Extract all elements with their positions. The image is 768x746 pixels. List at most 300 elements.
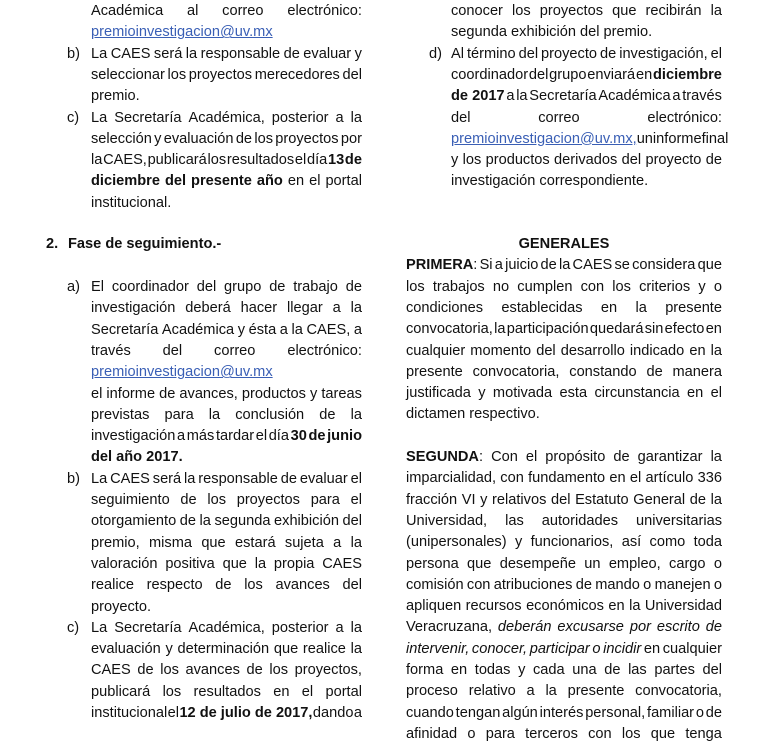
word: término: [466, 45, 516, 62]
word: CAES: [322, 555, 362, 572]
word: correo: [214, 342, 256, 359]
word: previstas: [91, 406, 150, 423]
list-marker: c): [67, 109, 80, 126]
word: el: [309, 173, 321, 190]
word: del: [702, 662, 722, 678]
word: de: [280, 470, 297, 487]
word: portal: [325, 683, 362, 700]
word: la: [350, 619, 362, 636]
section-heading: [406, 234, 722, 255]
word: que: [650, 725, 676, 742]
word: atribuciones: [493, 576, 573, 593]
word: del: [342, 66, 362, 83]
word: Secretaría: [529, 88, 597, 105]
word: las: [505, 512, 524, 529]
word: se: [614, 257, 630, 274]
word: resultados: [226, 152, 295, 169]
word: que: [467, 555, 492, 572]
word: los: [269, 662, 289, 679]
text-line: [406, 511, 722, 532]
word: de: [269, 279, 286, 295]
word: de: [235, 130, 253, 147]
word: seguimiento: [91, 492, 170, 508]
text-line: [91, 469, 362, 490]
text-line: [406, 681, 722, 702]
word: la: [208, 406, 221, 423]
word: cuando: [406, 704, 454, 721]
word: de: [689, 491, 706, 508]
clause-label: SEGUNDA:: [406, 449, 484, 465]
word: proyectos: [539, 3, 604, 19]
word: institucional: [91, 705, 168, 721]
word: personal,: [585, 704, 646, 721]
word: la: [185, 45, 198, 62]
word: Si: [479, 257, 493, 274]
word: segunda: [214, 513, 271, 530]
word: de: [246, 662, 263, 679]
word: la: [350, 641, 362, 658]
word: los: [621, 725, 641, 742]
word: a: [672, 88, 681, 105]
word: presente: [665, 299, 722, 316]
text-line: [406, 404, 722, 425]
word: proyecto.: [91, 598, 152, 615]
word: y: [310, 385, 318, 402]
text-line: [451, 44, 722, 65]
word: artículo: [645, 470, 694, 487]
word: tardar: [215, 428, 255, 445]
word: avances,: [179, 385, 238, 402]
word: investigación: [91, 300, 176, 317]
word: investigación: [91, 428, 176, 445]
word: realice: [302, 641, 346, 658]
word: el: [294, 152, 307, 169]
word: enviará: [587, 66, 636, 83]
word: apliquen: [406, 598, 462, 615]
text-line: [406, 468, 722, 489]
word: CAES: [91, 662, 131, 679]
word: la: [629, 598, 641, 615]
word: CAES: [572, 257, 613, 274]
word: manejen: [654, 576, 711, 593]
word: la: [199, 513, 211, 530]
text-line: [406, 319, 722, 340]
word: del: [196, 279, 217, 295]
word: los: [207, 492, 226, 508]
word: convocatoria,: [406, 321, 493, 338]
word: y: [154, 130, 162, 147]
word: de: [604, 662, 621, 678]
word: criterios: [639, 278, 691, 295]
word: positiva: [165, 555, 215, 572]
word: la: [91, 152, 103, 169]
word: 12 de julio de 2017,: [179, 705, 313, 721]
word: proyecto: [541, 45, 598, 62]
word: el: [629, 470, 642, 487]
word: informe: [106, 385, 156, 402]
word: las: [628, 662, 647, 678]
word: manera: [672, 363, 722, 380]
word: la: [184, 470, 196, 487]
word: garantizar: [637, 449, 703, 465]
email-link[interactable]: premioinvestigacion@uv.mx: [91, 24, 273, 41]
word: a: [279, 321, 288, 338]
word: del año 2017.: [91, 449, 183, 466]
word: y: [698, 278, 706, 295]
word: para: [485, 725, 515, 742]
word: de: [345, 279, 362, 295]
email-line: [91, 22, 277, 43]
word: o: [643, 576, 652, 593]
text-line: [91, 171, 362, 192]
word: de: [308, 428, 326, 445]
word: así: [621, 534, 642, 551]
word: y: [518, 662, 526, 678]
word: del: [518, 45, 539, 62]
word: relativos: [492, 491, 547, 508]
word: Académica: [161, 321, 235, 338]
text-line: [451, 150, 722, 171]
word: del: [342, 513, 362, 530]
word: por: [340, 130, 362, 147]
word: La: [91, 45, 108, 62]
word: proyecto: [645, 152, 702, 169]
text-line: [91, 533, 362, 554]
word: a: [335, 619, 344, 636]
text-line: [91, 298, 362, 319]
word: el: [350, 492, 362, 508]
word: seleccionar: [91, 66, 165, 83]
word: de: [283, 45, 300, 62]
word: el: [301, 683, 314, 700]
word: conocer,: [471, 640, 528, 657]
word: posterior: [271, 619, 329, 636]
word: o: [467, 725, 476, 742]
word: del: [528, 66, 549, 83]
word: el: [167, 705, 180, 721]
word: proyectos: [236, 492, 300, 508]
word: los: [162, 683, 182, 700]
text-line: [406, 341, 722, 362]
word: tenga: [685, 725, 722, 742]
word: exhibición: [274, 513, 339, 530]
word: junio: [327, 428, 362, 445]
word: la: [516, 88, 528, 105]
word: sin: [644, 321, 664, 338]
text-line: [91, 447, 362, 468]
word: algún: [502, 704, 538, 721]
text-line: [406, 596, 722, 617]
word: todas: [474, 662, 511, 678]
word: correo: [222, 3, 264, 19]
word: circunstancia: [594, 385, 680, 402]
word: respecto: [146, 577, 203, 594]
word: universitarias: [636, 512, 722, 529]
word: los: [167, 66, 187, 83]
word: del: [621, 152, 642, 169]
text-line: [451, 108, 722, 129]
text-line: [406, 383, 722, 404]
word: la: [254, 555, 267, 572]
word: el: [525, 449, 538, 465]
word: los: [207, 152, 227, 169]
word: imparcialidad,: [406, 470, 497, 487]
word: CAES: [110, 470, 150, 487]
word: económicos: [526, 598, 604, 615]
word: proyectos,: [294, 662, 362, 679]
word: informe: [652, 130, 702, 147]
word: CAES,: [306, 321, 351, 338]
word: coordinador: [111, 279, 189, 295]
text-line: [406, 724, 722, 745]
word: cargo: [669, 555, 706, 572]
word: fracción: [406, 491, 458, 508]
word: el: [255, 428, 268, 445]
text-line: [91, 384, 362, 405]
text-line: [91, 341, 362, 362]
word: Fase de seguimiento.-: [68, 236, 222, 252]
word: presente: [191, 173, 252, 190]
word: 13: [327, 152, 345, 169]
text-line: [406, 277, 722, 298]
word: Académica,: [188, 109, 265, 126]
word: excusarse: [557, 619, 624, 636]
word: cualquier: [406, 342, 466, 359]
word: más: [186, 428, 215, 445]
word: La: [91, 109, 108, 126]
word: el: [710, 385, 722, 402]
word: Veracruzana,: [406, 619, 492, 636]
word: con: [500, 470, 524, 487]
word: los: [512, 3, 531, 19]
word: la: [350, 534, 362, 551]
text-line: [91, 65, 362, 86]
word: en: [643, 640, 661, 657]
text-line: [91, 597, 362, 618]
word: una: [572, 662, 597, 678]
word: valoración: [91, 555, 158, 572]
word: Con: [491, 449, 518, 465]
text-line: [451, 171, 722, 192]
word: electrónico:: [287, 342, 362, 359]
text-line: [91, 277, 362, 298]
text-line: [406, 639, 722, 660]
text-line: [406, 447, 722, 468]
text-line: [91, 193, 362, 214]
word: a: [353, 321, 362, 338]
word: convocatoria,: [635, 683, 722, 700]
word: proyectos: [188, 66, 253, 83]
word: cumplen: [517, 278, 573, 295]
word: y: [354, 45, 362, 62]
word: relativo: [468, 683, 516, 700]
word: no: [492, 278, 510, 295]
word: La: [91, 470, 108, 487]
word: al: [187, 3, 199, 19]
word: los: [254, 130, 273, 147]
word: y: [480, 491, 488, 508]
word: como: [649, 534, 686, 551]
word: los: [244, 577, 263, 594]
word: en: [600, 299, 618, 316]
email-line: [91, 362, 277, 383]
word: forma: [406, 662, 444, 678]
text-line: [91, 426, 362, 447]
word: GENERALES: [518, 236, 610, 252]
word: a: [353, 705, 362, 721]
word: en: [608, 598, 625, 615]
word: justificada: [406, 385, 471, 402]
text-line: [406, 703, 722, 724]
text-line: [91, 44, 362, 65]
word: resultados: [193, 683, 261, 700]
word: en: [635, 66, 653, 83]
list-marker: a): [67, 279, 80, 295]
word: que: [222, 555, 247, 572]
text-line: [91, 639, 362, 660]
text-line: [91, 108, 362, 129]
word: de 2017: [451, 88, 505, 105]
word: trabajo: [293, 279, 338, 295]
word: responsable: [200, 45, 281, 62]
word: estará: [235, 534, 276, 551]
word: en: [686, 385, 704, 402]
word: publicará: [91, 683, 151, 700]
word: afinidad: [406, 725, 458, 742]
word: considera: [632, 257, 696, 274]
word: el: [350, 470, 362, 487]
text-line: [91, 150, 362, 171]
text-line: [406, 490, 722, 511]
word: familiar: [647, 704, 695, 721]
word: El: [91, 279, 104, 295]
word: desempeñe: [499, 555, 576, 572]
word: los: [160, 662, 179, 679]
word: la: [710, 449, 722, 465]
text-line: [406, 554, 722, 575]
word: selección: [91, 130, 152, 147]
word: y: [237, 321, 246, 338]
word: VI: [461, 491, 476, 508]
word: grupo: [224, 279, 262, 295]
email-line: [451, 129, 729, 150]
word: Estatuto: [575, 491, 629, 508]
word: y: [478, 385, 486, 402]
section-number: 2.: [46, 236, 59, 252]
word: premio,: [91, 534, 140, 551]
text-line: [406, 298, 722, 319]
list-marker: b): [67, 45, 80, 62]
word: a: [526, 683, 535, 700]
word: la: [291, 321, 303, 338]
word: partes: [654, 662, 695, 678]
word: recursos: [465, 598, 522, 615]
text-line: [406, 255, 722, 276]
word: de: [344, 152, 362, 169]
text-line: [91, 86, 362, 107]
clause-label: PRIMERA:: [406, 257, 478, 274]
word: del: [550, 491, 571, 508]
word: interés: [539, 704, 584, 721]
word: establecidas: [501, 299, 583, 316]
word: a: [494, 257, 503, 274]
word: Secretaría: [114, 109, 182, 126]
list-marker: d): [429, 45, 442, 62]
word: de: [646, 363, 663, 380]
word: evaluar: [303, 45, 352, 62]
word: la: [558, 257, 571, 274]
word: 30: [290, 428, 307, 445]
word: de: [215, 577, 232, 594]
text-line: [91, 682, 362, 703]
word: presente: [406, 363, 463, 380]
word: General: [633, 491, 686, 508]
word: merecedores: [254, 66, 340, 83]
word: proyectos: [275, 130, 339, 147]
word: que: [697, 257, 722, 274]
word: proceso: [406, 683, 458, 700]
text-line: [91, 554, 362, 575]
text-line: [91, 703, 362, 724]
word: la: [494, 321, 506, 338]
word: un: [584, 555, 601, 572]
word: derivados: [554, 152, 618, 169]
word: conocer: [451, 3, 503, 19]
word: motivada: [492, 385, 553, 402]
word: escrito: [656, 619, 700, 636]
email-link[interactable]: premioinvestigacion@uv.mx,: [451, 130, 637, 147]
word: dictamen respectivo.: [406, 406, 540, 423]
section-title: [68, 234, 225, 255]
word: empleo,: [608, 555, 661, 572]
word: el: [91, 385, 103, 402]
word: institucional.: [91, 194, 172, 211]
word: fundamento: [528, 470, 606, 487]
word: de: [319, 406, 336, 423]
word: a: [333, 534, 342, 551]
word: CAES,: [103, 152, 147, 169]
text-line: [91, 618, 362, 639]
word: del: [162, 342, 183, 359]
word: en: [705, 321, 722, 338]
word: posterior: [271, 109, 329, 126]
word: CAES: [110, 45, 151, 62]
email-link[interactable]: premioinvestigacion@uv.mx: [91, 364, 273, 381]
word: través: [682, 88, 722, 105]
word: indicado: [629, 342, 685, 359]
word: año: [256, 173, 283, 190]
text-line: [91, 320, 362, 341]
word: de: [705, 619, 722, 636]
word: tareas: [321, 385, 362, 402]
text-line: [406, 575, 722, 596]
word: portal: [325, 173, 362, 190]
word: Secretaría: [91, 321, 159, 338]
word: avances: [185, 662, 240, 679]
word: grupo: [549, 66, 587, 83]
word: la: [350, 109, 362, 126]
word: 336: [697, 470, 722, 487]
word: día: [306, 152, 328, 169]
word: que: [612, 3, 637, 19]
word: de: [600, 45, 617, 62]
word: sujeta: [284, 534, 324, 551]
word: responsable: [198, 470, 278, 487]
word: del: [342, 577, 362, 594]
word: de: [137, 662, 154, 679]
word: Secretaría: [114, 619, 182, 636]
word: conclusión: [235, 406, 305, 423]
